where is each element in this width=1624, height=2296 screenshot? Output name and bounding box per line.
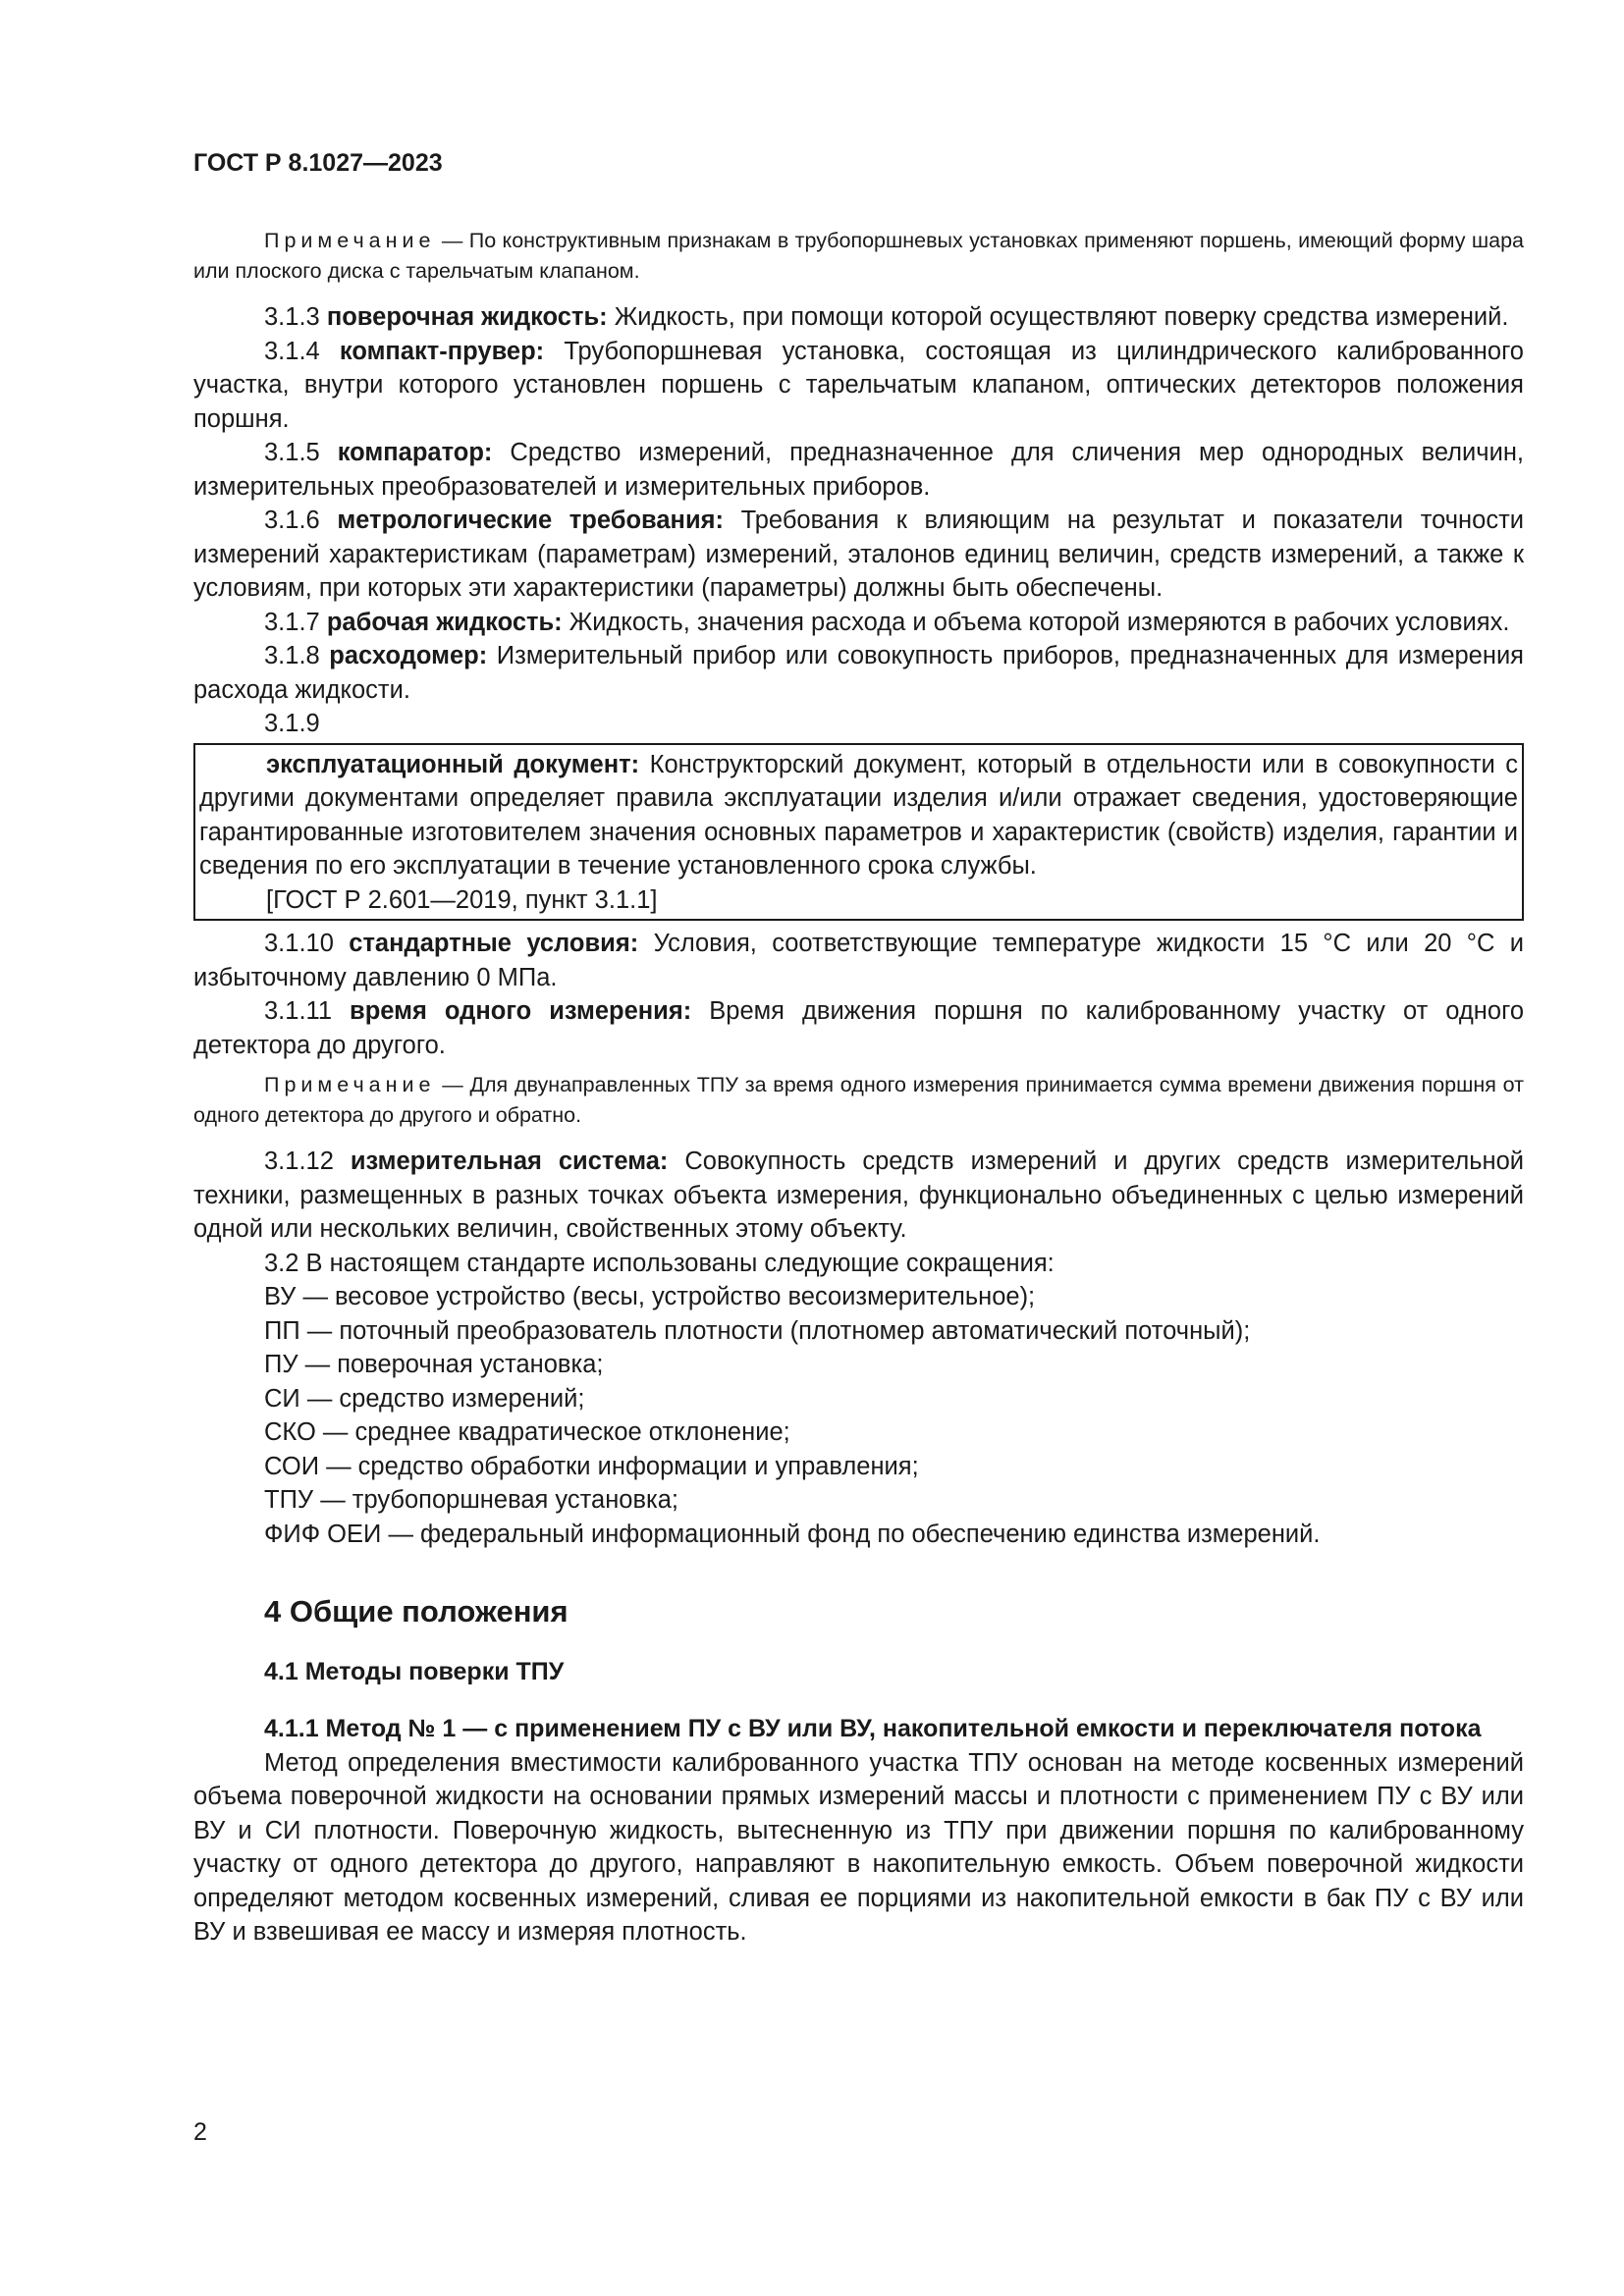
abbreviation-item: ТПУ — трубопоршневая установка; [264, 1486, 678, 1514]
note-piston [193, 226, 1524, 287]
term-3-1-11 [193, 994, 1524, 1062]
term-source-reference: [ГОСТ Р 2.601—2019, пункт 3.1.1] [266, 885, 658, 914]
quoted-term-box [193, 743, 1524, 922]
term-definition: Трубопоршневая установка, состоящая из цилиндрического калиброванного участка, внутри которого установлен поршень с тарельчатым клапаном, оптических детекторов положения поршня. [193, 337, 1524, 433]
note-text: — По конструктивным признакам в трубопоршневых установках применяют поршень, имеющий форму шара или плоского диска с тарельчатым клапаном. [193, 229, 1524, 283]
term-3-1-10 [193, 927, 1524, 994]
abbreviation-item: ФИФ ОЕИ — федеральный информационный фонд по обеспечению единства измерений. [264, 1520, 1321, 1548]
term-3-1-6 [193, 504, 1524, 606]
term-definition: Измерительный прибор или совокупность приборов, предназначенных для измерения расхода жидкости. [193, 642, 1524, 704]
abbreviation-item: ПУ — поверочная установка; [264, 1351, 604, 1378]
term-3-1-12 [193, 1145, 1524, 1247]
term-number: 3.1.8 [264, 642, 330, 669]
document-page [193, 147, 1524, 1949]
abbreviation-item: СКО — среднее квадратическое отклонение; [264, 1418, 790, 1446]
term-name: рабочая жидкость: [326, 608, 563, 636]
note-text: — Для двунаправленных ТПУ за время одного измерения принимается сумма времени движения поршня от одного детектора до другого и обратно. [193, 1073, 1524, 1127]
term-number: 3.1.11 [264, 997, 351, 1025]
term-definition: Требования к влияющим на результат и показатели точности измерений характеристикам (параметрам) измерений, эталонов единиц величин, средств измерений, а также к условиям, при которых эти характеристики (параметры) должны быть обеспечены. [193, 507, 1524, 602]
term-name: время одного измерения: [350, 997, 692, 1025]
term-number: 3.1.4 [264, 337, 340, 365]
term-3-1-5 [193, 436, 1524, 504]
term-number: 3.1.10 [264, 930, 350, 957]
abbreviation-item: ПП — поточный преобразователь плотности (плотномер автоматический поточный); [264, 1316, 1251, 1345]
document-code: ГОСТ Р 8.1027—2023 [193, 149, 443, 177]
term-number: 3.1.12 [264, 1148, 351, 1175]
method-heading: 4.1.1 Метод № 1 — с применением ПУ с ВУ или ВУ, накопительной емкости и переключателя потока [264, 1715, 1482, 1742]
term-definition: Жидкость, при помощи которой осуществляют поверку средства измерений. [607, 303, 1509, 331]
term-number: 3.1.7 [264, 608, 327, 636]
term-number: 3.1.6 [264, 507, 338, 534]
term-definition: Время движения поршня по калиброванному участку от одного детектора до другого. [193, 997, 1524, 1059]
term-3-1-4 [193, 335, 1524, 437]
note-bidirectional [193, 1070, 1524, 1131]
term-name: стандартные условия: [349, 930, 639, 957]
term-name: метрологические требования: [337, 507, 725, 534]
term-definition: Средство измерений, предназначенное для сличения мер однородных величин, измерительных преобразователей и измерительных приборов. [193, 439, 1524, 501]
term-name: компакт-прувер: [339, 337, 545, 365]
term-number: 3.1.3 [264, 303, 327, 331]
term-definition: Жидкость, значения расхода и объема которой измеряются в рабочих условиях. [562, 608, 1510, 636]
subsection-heading: 4.1 Методы поверки ТПУ [264, 1658, 565, 1685]
term-name: компаратор: [337, 439, 493, 466]
term-name: расходомер: [329, 642, 488, 669]
note-label: Примечание [264, 1073, 436, 1096]
term-name: поверочная жидкость: [326, 303, 608, 331]
term-definition: Условия, соответствующие температуре жидкости 15 °С или 20 °С и избыточному давлению 0 МПа. [193, 930, 1524, 991]
abbreviations-list [193, 1280, 1524, 1551]
term-3-1-3 [193, 300, 1524, 335]
section-heading: 4 Общие положения [264, 1594, 568, 1629]
abbreviation-item: СИ — средство измерений; [264, 1384, 585, 1413]
abbreviation-item: СОИ — средство обработки информации и управления; [264, 1452, 919, 1480]
method-description: Метод определения вместимости калиброванного участка ТПУ основан на методе косвенных измерений объема поверочной жидкости на основании прямых измерений массы и плотности с применением ПУ с ВУ или ВУ и СИ плотности. Поверочную жидкость, вытесненную из ТПУ при движении поршня по калиброванному участку от одного детектора до другого, направляют в накопительную емкость. Объем поверочной жидкости определяют методом косвенных измерений, сливая ее порциями из накопительной емкости в бак ПУ с ВУ или ВУ и взвешивая ее массу и измеряя плотность. [193, 1748, 1524, 1946]
term-number: 3.1.5 [264, 439, 338, 466]
term-3-1-8 [193, 639, 1524, 707]
term-definition: Конструкторский документ, который в отдельности или в совокупности с другими документами определяет правила эксплуатации изделия и/или отражает сведения, удостоверяющие гарантированные изготовителем значения основных параметров и характеристик (свойств) изделия, гарантии и сведения по его эксплуатации в течение установленного срока службы. [199, 750, 1518, 880]
term-3-1-7 [193, 606, 1524, 640]
note-label: Примечание [264, 229, 436, 252]
term-name: эксплуатационный документ: [266, 750, 640, 778]
term-3-1-9-number: 3.1.9 [264, 710, 320, 737]
page-number: 2 [193, 2118, 207, 2146]
term-name: измерительная система: [350, 1148, 669, 1175]
term-3-1-9 [199, 748, 1518, 883]
abbreviation-item: ВУ — весовое устройство (весы, устройство весоизмерительное); [264, 1283, 1036, 1310]
term-definition: Совокупность средств измерений и других средств измерительной техники, размещенных в разных точках объекта измерения, функционально объединенных с целью измерений одной или нескольких величин, свойственных этому объекту. [193, 1148, 1524, 1243]
abbreviations-intro: 3.2 В настоящем стандарте использованы следующие сокращения: [264, 1249, 1055, 1277]
